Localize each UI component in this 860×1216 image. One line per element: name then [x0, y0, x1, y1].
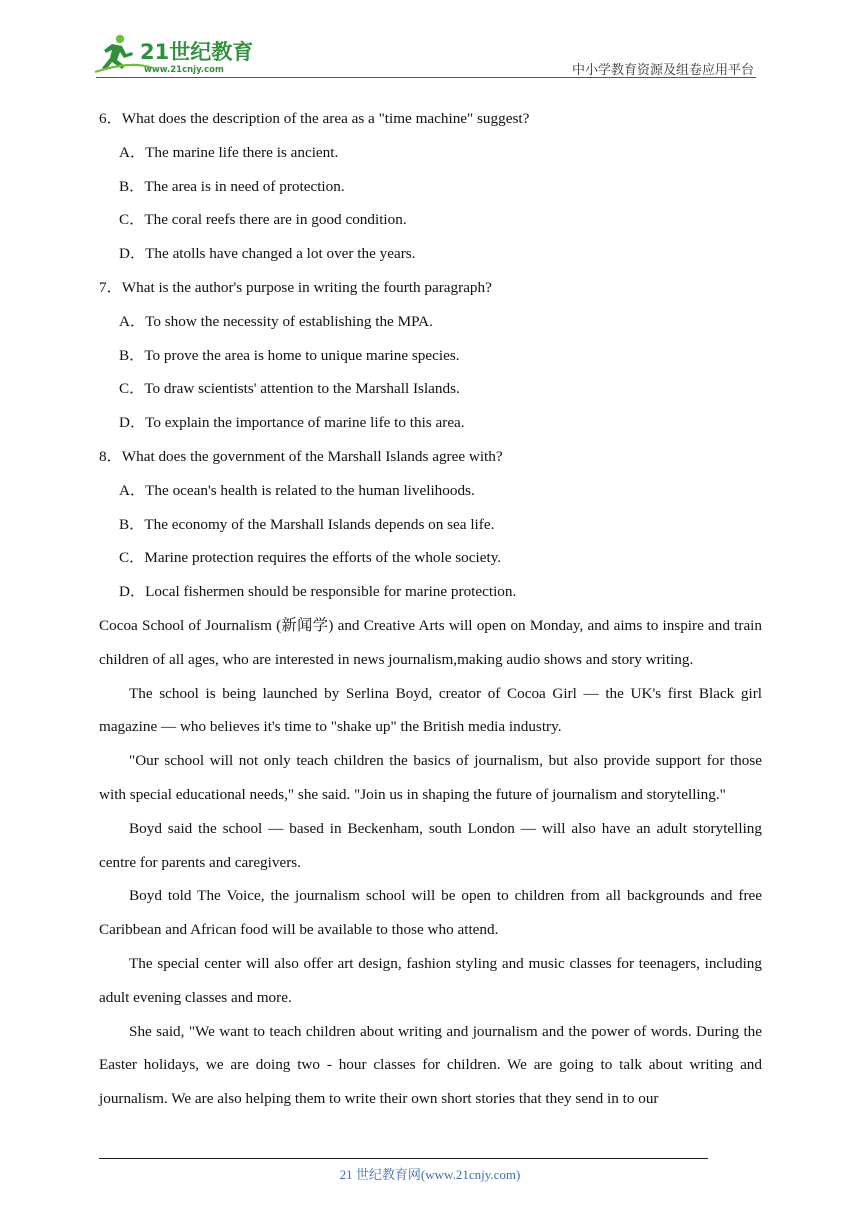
- page-header: [0, 0, 860, 80]
- question-6-option-c: C．The coral reefs there are in good condition.: [119, 211, 407, 229]
- question-6-option-d: D．The atolls have changed a lot over the years.: [119, 245, 416, 263]
- svg-text:21世纪教育: 21世纪教育: [140, 40, 254, 64]
- question-7-option-b: B．To prove the area is home to unique marine species.: [119, 346, 460, 364]
- document-body: [99, 102, 762, 1116]
- question-8-option-b: B．The economy of the Marshall Islands depends on sea life.: [119, 515, 495, 533]
- header-divider: [96, 77, 756, 78]
- question-7-option-a: A．To show the necessity of establishing the MPA.: [119, 312, 433, 330]
- passage-paragraph-4: Boyd said the school — based in Beckenham, south London — will also have an adult storytelling centre for parents and caregivers.: [99, 819, 762, 871]
- question-8-option-c: C．Marine protection requires the efforts of the whole society.: [119, 549, 502, 567]
- passage-paragraph-6: The special center will also offer art design, fashion styling and music classes for teenagers, including adult evening classes and more.: [99, 954, 762, 1006]
- question-6-option-a: A．The marine life there is ancient.: [119, 143, 339, 161]
- svg-text:www.21cnjy.com: www.21cnjy.com: [144, 65, 224, 75]
- question-8-option-d: D．Local fishermen should be responsible for marine protection.: [119, 583, 517, 601]
- passage-paragraph-3: "Our school will not only teach children the basics of journalism, but also provide support for those with special educational needs," she said. "Join us in shaping the future of journalism and storytelling.": [99, 752, 762, 803]
- platform-name: 中小学教育资源及组卷应用平台: [571, 63, 754, 78]
- question-7-option-c: C．To draw scientists' attention to the Marshall Islands.: [119, 380, 460, 398]
- passage-paragraph-7: She said, "We want to teach children about writing and journalism and the power of words. During the Easter holidays, we are doing two - hour classes for children. We are going to talk about writing and journalism. We are also helping them to write their own short stories that they send in to our: [99, 1022, 762, 1108]
- question-6-stem: 6．What does the description of the area as a "time machine" suggest?: [99, 110, 530, 127]
- passage-paragraph-1: Cocoa School of Journalism (新闻学) and Creative Arts will open on Monday, and aims to inspire and train children of all ages, who are interested in news journalism,making audio shows and story writing.: [99, 616, 762, 668]
- site-logo: [92, 32, 262, 78]
- question-7-stem: 7．What is the author's purpose in writing the fourth paragraph?: [99, 278, 492, 296]
- page-footer: 21 世纪教育网(www.21cnjy.com): [339, 1167, 521, 1182]
- footer-divider: [99, 1158, 708, 1159]
- question-8-stem: 8．What does the government of the Marshall Islands agree with?: [99, 447, 503, 465]
- question-6-option-b: B．The area is in need of protection.: [119, 177, 345, 195]
- question-7-option-d: D．To explain the importance of marine life to this area.: [119, 414, 465, 432]
- passage-paragraph-5: Boyd told The Voice, the journalism school will be open to children from all backgrounds and free Caribbean and African food will be available to those who attend.: [99, 887, 762, 939]
- passage-paragraph-2: The school is being launched by Serlina Boyd, creator of Cocoa Girl — the UK's first Black girl magazine — who believes it's time to "shake up" the British media industry.: [99, 684, 762, 736]
- question-8-option-a: A．The ocean's health is related to the human livelihoods.: [119, 481, 475, 499]
